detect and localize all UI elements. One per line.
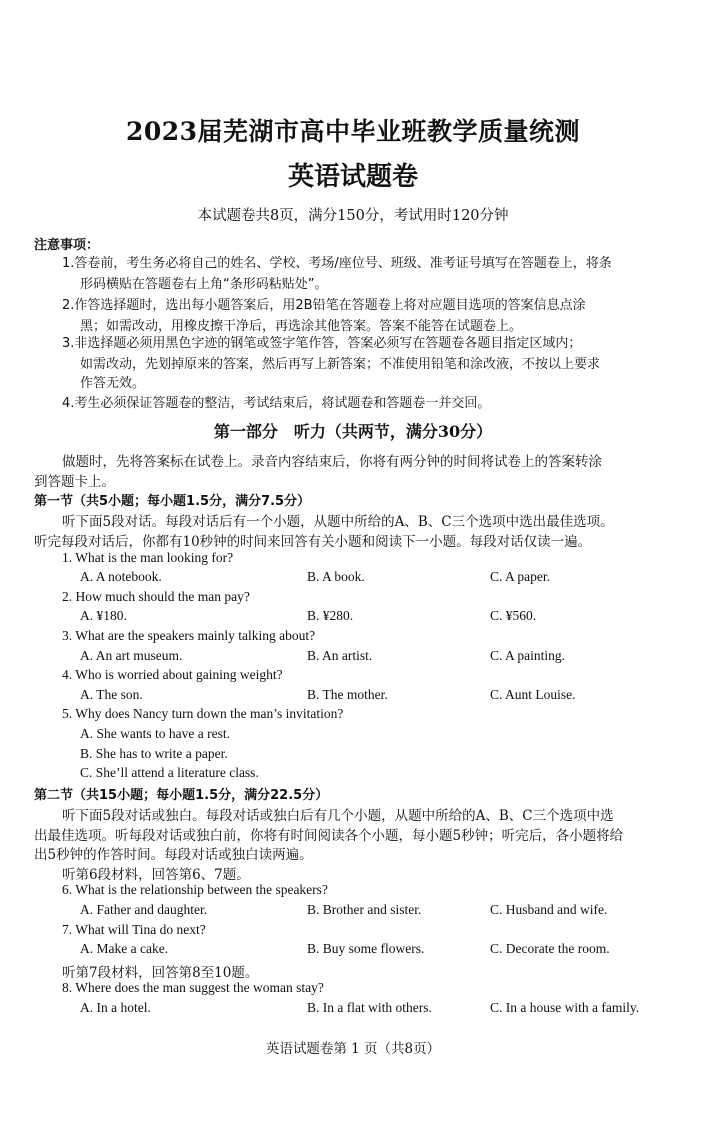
option-b: B. She has to write a paper. [80, 746, 228, 761]
option-c: C. A paper. [490, 569, 550, 584]
notice-line: 黑；如需改动，用橡皮擦干净后，再选涂其他答案。答案不能答在试题卷上。 [80, 319, 523, 334]
exam-title: 2023届芜湖市高中毕业班教学质量统测 [125, 117, 581, 146]
notice-line: 3.非选择题必须用黑色字迹的钢笔或签字笔作答，答案必须写在答题卷各题目指定区域内； [62, 336, 582, 351]
option-a: A. A notebook. [80, 569, 162, 584]
material-note: 听第7段材料，回答第8至10题。 [62, 965, 259, 981]
material-note: 听第6段材料，回答第6、7题。 [62, 867, 250, 883]
option-a: A. Father and daughter. [80, 902, 208, 917]
section1-intro-line: 听下面5段对话。每段对话后有一个小题，从题中所给的A、B、C三个选项中选出最佳选项。 [62, 514, 614, 530]
section1-heading: 第一节（共5小题；每小题1.5分，满分7.5分） [34, 494, 311, 509]
notice-line: 1.答卷前，考生务必将自己的姓名、学校、考场/座位号、班级、准考证号填写在答题卷上，将条 [62, 256, 612, 271]
option-a: A. ¥180. [80, 608, 127, 623]
part1-intro-line: 做题时，先将答案标在试卷上。录音内容结束后，你将有两分钟的时间将试卷上的答案转涂 [62, 454, 602, 470]
option-a: A. She wants to have a rest. [80, 726, 230, 741]
option-c: C. Aunt Louise. [490, 687, 576, 702]
part1-intro-line: 到答题卡上。 [34, 474, 115, 490]
notice-heading: 注意事项： [34, 238, 100, 253]
option-b: B. Brother and sister. [307, 902, 422, 917]
notice-line: 形码横贴在答题卷右上角“条形码粘贴处”。 [80, 277, 328, 292]
option-b: B. The mother. [307, 687, 388, 702]
exam-info: 本试题卷共8页，满分150分，考试用时120分钟 [197, 208, 509, 224]
section2-intro-line: 出最佳选项。听每段对话或独白前，你将有时间阅读各个小题，每小题5秒钟；听完后，各小题将给 [34, 828, 624, 844]
option-c: C. Husband and wife. [490, 902, 608, 917]
option-a: A. In a hotel. [80, 1000, 151, 1015]
option-a: A. Make a cake. [80, 941, 169, 956]
question-text: 2. How much should the man pay? [62, 589, 250, 604]
option-c: C. In a house with a family. [490, 1000, 640, 1015]
question-text: 1. What is the man looking for? [62, 550, 234, 565]
notice-line: 如需改动，先划掉原来的答案，然后再写上新答案；不准使用铅笔和涂改液，不按以上要求 [80, 357, 601, 372]
question-text: 7. What will Tina do next? [62, 922, 206, 937]
option-b: B. An artist. [307, 648, 373, 663]
section2-intro-line: 听下面5段对话或独白。每段对话或独白后有几个小题，从题中所给的A、B、C三个选项中选 [62, 808, 614, 824]
option-b: B. ¥280. [307, 608, 354, 623]
notice-line: 作答无效。 [80, 376, 146, 391]
part1-heading: 第一部分 听力（共两节，满分30分） [213, 422, 493, 441]
question-text: 8. Where does the man suggest the woman stay? [62, 980, 324, 995]
option-c: C. A painting. [490, 648, 566, 663]
question-text: 6. What is the relationship between the speakers? [62, 882, 328, 897]
question-text: 3. What are the speakers mainly talking about? [62, 628, 316, 643]
option-b: B. Buy some flowers. [307, 941, 425, 956]
option-b: B. A book. [307, 569, 365, 584]
section2-heading: 第二节（共15小题；每小题1.5分，满分22.5分） [34, 788, 329, 803]
exam-subtitle: 英语试题卷 [287, 162, 418, 192]
question-text: 5. Why does Nancy turn down the man’s invitation? [62, 706, 344, 721]
option-a: A. An art museum. [80, 648, 183, 663]
page-footer: 英语试题卷第 1 页（共8页） [265, 1041, 441, 1057]
section2-intro-line: 出5秒钟的作答时间。每段对话或独白读两遍。 [34, 847, 313, 863]
option-b: B. In a flat with others. [307, 1000, 432, 1015]
option-c: C. Decorate the room. [490, 941, 610, 956]
option-c: C. She’ll attend a literature class. [80, 765, 259, 780]
section1-intro-line: 听完每段对话后，你都有10秒钟的时间来回答有关小题和阅读下一小题。每段对话仅读一遍。 [34, 534, 592, 550]
question-text: 4. Who is worried about gaining weight? [62, 667, 283, 682]
notice-line: 4.考生必须保证答题卷的整洁，考试结束后，将试题卷和答题卷一并交回。 [62, 396, 491, 411]
notice-line: 2.作答选择题时，选出每小题答案后，用2B铅笔在答题卷上将对应题目选项的答案信息点涂 [62, 298, 586, 313]
option-c: C. ¥560. [490, 608, 537, 623]
option-a: A. The son. [80, 687, 143, 702]
